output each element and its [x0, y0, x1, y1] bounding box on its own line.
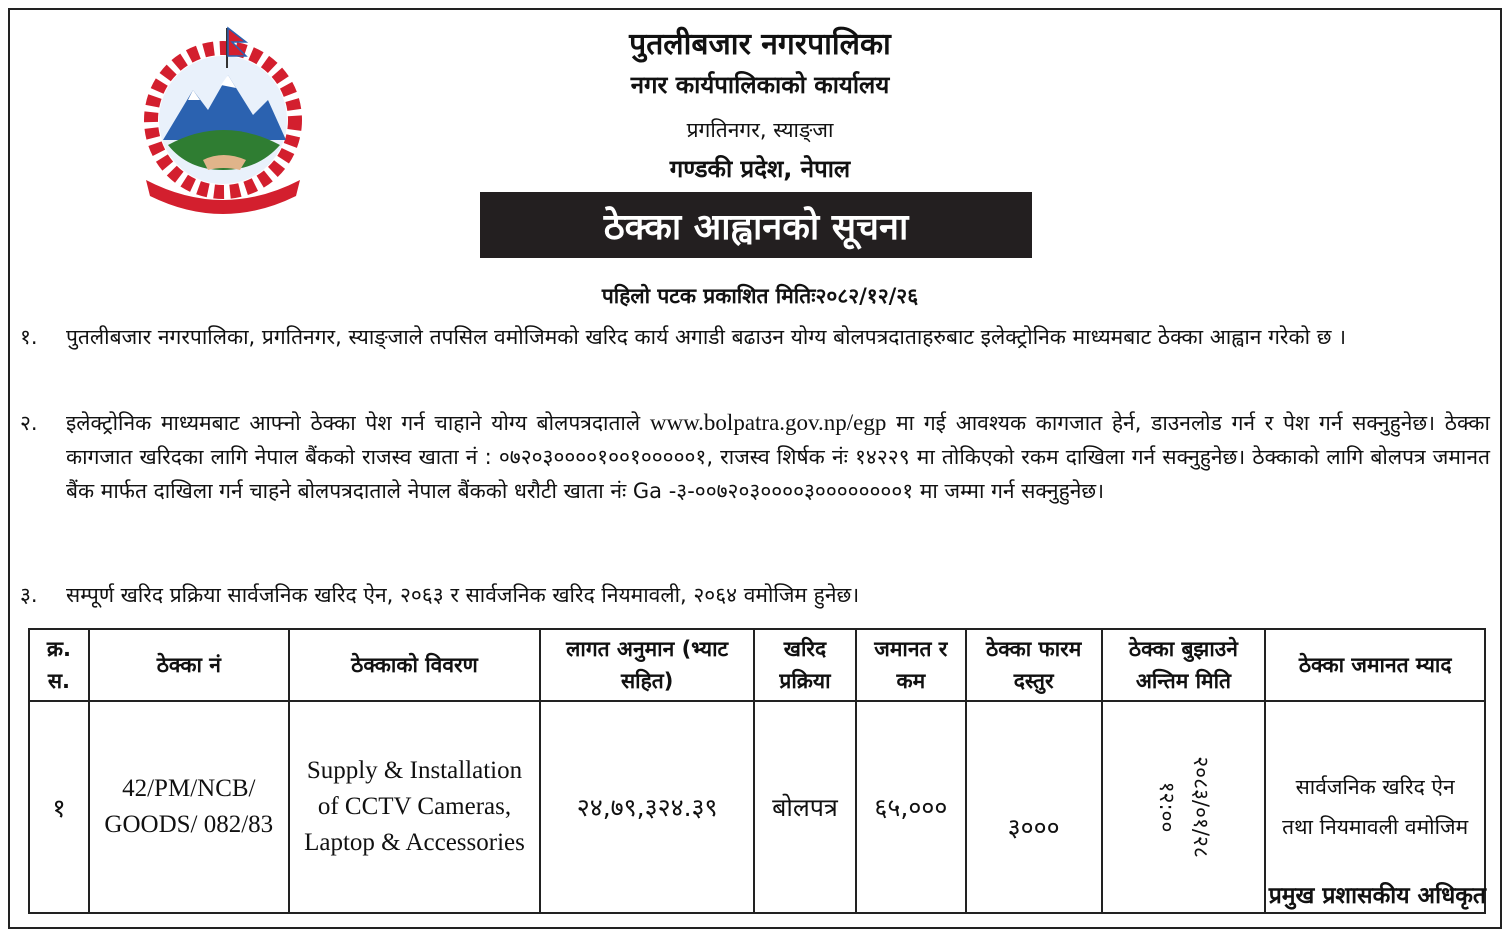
column-header: ठेक्का नं: [89, 629, 289, 701]
column-header: ठेक्का जमानत म्याद: [1265, 629, 1485, 701]
cost-estimate: २४,७९,३२४.३९: [540, 701, 754, 913]
table-header-row: [29, 629, 1485, 701]
serial-number: १: [29, 701, 89, 913]
column-header: क्र. स.: [29, 629, 89, 701]
submission-deadline: [1102, 701, 1266, 913]
tender-table: [28, 628, 1486, 914]
published-date: पहिलो पटक प्रकाशित मितिः२०८२/१२/२६: [601, 284, 919, 308]
column-header: ठेक्का फारम दस्तुर: [966, 629, 1102, 701]
paragraph-number: ३.: [20, 583, 38, 607]
procurement-method: बोलपत्र: [754, 701, 856, 913]
paragraph-number: १.: [20, 325, 38, 349]
column-header: खरिद प्रक्रिया: [754, 629, 856, 701]
column-header: जमानत र कम: [856, 629, 966, 701]
province-country: गण्डकी प्रदेश, नेपाल: [669, 155, 851, 183]
table-row: [29, 701, 1485, 913]
nepal-emblem: [128, 20, 318, 220]
office-name: नगर कार्यपालिकाको कार्यालय: [630, 71, 890, 99]
paragraph-text: सम्पूर्ण खरिद प्रक्रिया सार्वजनिक खरिद ऐन, २०६३ र सार्वजनिक खरिद नियमावली, २०६४ वमोजिम हुनेछ।: [66, 583, 860, 607]
column-header: ठेक्का बुझाउने अन्तिम मिति: [1102, 629, 1266, 701]
egp-url-link[interactable]: www.bolpatra.gov.np/egp: [649, 410, 887, 435]
paragraph-number: २.: [20, 411, 38, 435]
signatory-title: प्रमुख प्रशासकीय अधिकृत: [1268, 883, 1486, 909]
column-header: ठेक्काको विवरण: [289, 629, 541, 701]
column-header: लागत अनुमान (भ्याट सहित): [540, 629, 754, 701]
paragraph-3: [20, 578, 1490, 612]
notice-title-banner: [480, 192, 1032, 258]
paragraph-text-a: इलेक्ट्रोनिक माध्यमबाट आफ्नो ठेक्का पेश गर्न चाहाने योग्य बोलपत्रदाताले: [66, 411, 650, 435]
paragraph-text-b: मा गई आवश्यक कागजात हेर्न, डाउनलोड गर्न र पेश गर्न सक्नुहुनेछ। ठेक्का कागजात खरिदका लागि नेपाल बैंकको राजस्व खाता नं : ०७२०३००००१००१०००००१, राजस्व शिर्षक नंः १४२२९ मा तोकिएको रकम दाखिला गर्न सक्नुहुनेछ। ठेक्काको लागि बोलपत्र जमानत बैंक मार्फत दाखिला गर्न चाहने बोलपत्रदाताले नेपाल बैंकको धरौटी खाता नंः Ga -३-००७२०३००००३००००००००१ मा जम्मा गर्न सक्नुहुनेछ।: [66, 411, 1490, 503]
notice-title: ठेक्का आह्वानको सूचना: [603, 206, 909, 248]
deadline-text: [1149, 756, 1217, 858]
bid-security: ६५,०००: [856, 701, 966, 913]
paragraph-1: [20, 320, 1490, 354]
office-location: प्रगतिनगर, स्याङ्जा: [686, 118, 834, 142]
paragraph-2: [20, 406, 1490, 508]
deadline-date: २०८३/०१/२८: [1188, 756, 1213, 858]
deadline-time: १२:००: [1154, 781, 1179, 833]
paragraph-text: [66, 406, 1490, 508]
contract-description: Supply & Installation of CCTV Cameras, Laptop & Accessories: [289, 701, 541, 913]
form-fee: ३०००: [966, 701, 1102, 913]
paragraph-text: पुतलीबजार नगरपालिका, प्रगतिनगर, स्याङ्जाले तपसिल वमोजिमको खरिद कार्य अगाडी बढाउन योग्य बोलपत्रदाताहरुबाट इलेक्ट्रोनिक माध्यमबाट ठेक्का आह्वान गरेको छ ।: [66, 325, 1347, 349]
municipality-name: पुतलीबजार नगरपालिका: [629, 27, 891, 62]
contract-number: 42/PM/NCB/ GOODS/ 082/83: [89, 701, 289, 913]
security-validity: सार्वजनिक खरिद ऐन तथा नियमावली वमोजिम: [1265, 701, 1485, 913]
